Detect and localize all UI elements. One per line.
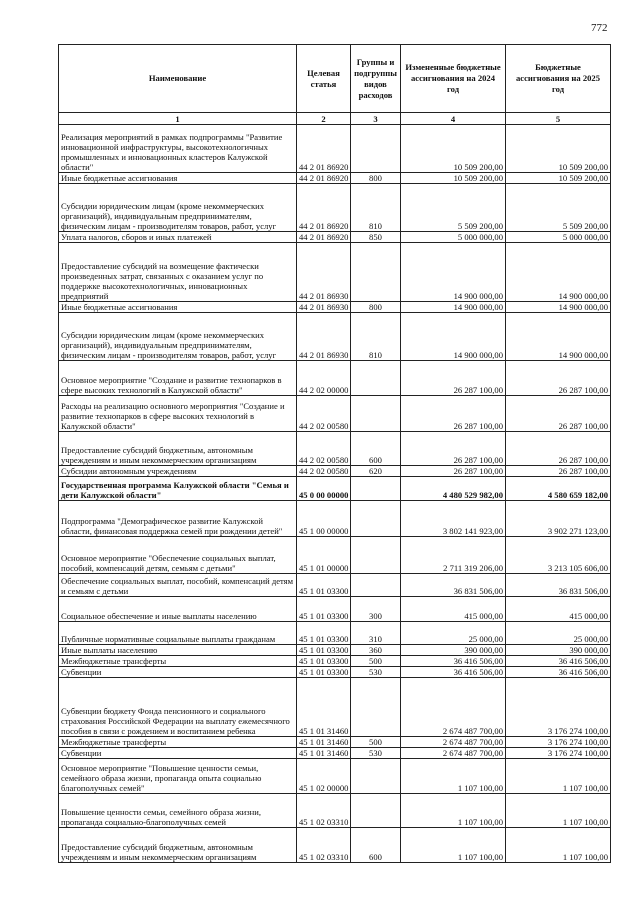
table-row (59, 667, 611, 678)
header-2025: Бюджетные ассигнования на 2025 год (506, 45, 611, 113)
row-name-cell: Предоставление субсидий бюджетным, автономным учреждениям и иным некоммерческим организациям (59, 828, 297, 863)
row-expense-group-cell: 810 (351, 184, 401, 232)
row-amount-2024-cell: 26 287 100,00 (401, 361, 506, 396)
column-number: 4 (401, 113, 506, 125)
header-target-article: Целевая статья (297, 45, 351, 113)
row-target-code-cell: 45 1 01 31460 (297, 748, 351, 759)
table-row (59, 313, 611, 361)
row-amount-2024-cell: 14 900 000,00 (401, 243, 506, 302)
table-row (59, 361, 611, 396)
budget-table (58, 44, 611, 863)
row-amount-2025-cell: 26 287 100,00 (506, 466, 611, 477)
table-row (59, 794, 611, 828)
row-target-code-cell: 45 1 01 03300 (297, 597, 351, 622)
row-expense-group-cell (351, 574, 401, 597)
row-amount-2024-cell: 1 107 100,00 (401, 759, 506, 794)
table-row (59, 302, 611, 313)
row-amount-2025-cell: 1 107 100,00 (506, 759, 611, 794)
row-amount-2025-cell: 25 000,00 (506, 622, 611, 645)
row-amount-2025-cell: 4 580 659 182,00 (506, 477, 611, 501)
row-amount-2024-cell: 26 287 100,00 (401, 466, 506, 477)
row-amount-2025-cell: 26 287 100,00 (506, 361, 611, 396)
row-amount-2024-cell: 415 000,00 (401, 597, 506, 622)
column-number-row (59, 113, 611, 125)
row-amount-2025-cell: 1 107 100,00 (506, 828, 611, 863)
row-name-cell: Субсидии автономным учреждениям (59, 466, 297, 477)
row-target-code-cell: 45 0 00 00000 (297, 477, 351, 501)
row-name-cell: Иные выплаты населению (59, 645, 297, 656)
row-amount-2024-cell: 14 900 000,00 (401, 302, 506, 313)
row-name-cell: Иные бюджетные ассигнования (59, 173, 297, 184)
header-name: Наименование (59, 45, 297, 113)
row-expense-group-cell: 530 (351, 667, 401, 678)
row-amount-2024-cell: 25 000,00 (401, 622, 506, 645)
row-amount-2025-cell: 3 902 271 123,00 (506, 501, 611, 537)
table-row (59, 737, 611, 748)
table-row (59, 477, 611, 501)
table-row (59, 748, 611, 759)
table-row (59, 501, 611, 537)
row-target-code-cell: 45 1 02 03310 (297, 794, 351, 828)
table-row (59, 645, 611, 656)
row-amount-2025-cell: 5 509 200,00 (506, 184, 611, 232)
row-expense-group-cell: 300 (351, 597, 401, 622)
row-expense-group-cell: 810 (351, 313, 401, 361)
row-target-code-cell: 45 1 00 00000 (297, 501, 351, 537)
row-name-cell: Реализация мероприятий в рамках подпрограммы "Развитие инновационной инфраструктуры, высокотехнологичных промышленных и инновационных кластеров Калужской области" (59, 125, 297, 173)
row-amount-2025-cell: 36 416 506,00 (506, 656, 611, 667)
row-name-cell: Предоставление субсидий бюджетным, автономным учреждениям и иным некоммерческим организациям (59, 432, 297, 466)
row-name-cell: Повышение ценности семьи, семейного образа жизни, пропаганда социально-благополучных семей (59, 794, 297, 828)
table-row (59, 243, 611, 302)
row-name-cell: Субвенции (59, 748, 297, 759)
row-target-code-cell: 44 2 01 86930 (297, 243, 351, 302)
row-amount-2024-cell: 390 000,00 (401, 645, 506, 656)
row-amount-2025-cell: 14 900 000,00 (506, 313, 611, 361)
row-target-code-cell: 44 2 02 00580 (297, 466, 351, 477)
row-amount-2025-cell: 390 000,00 (506, 645, 611, 656)
row-expense-group-cell: 600 (351, 432, 401, 466)
row-target-code-cell: 45 1 01 31460 (297, 737, 351, 748)
row-amount-2024-cell: 14 900 000,00 (401, 313, 506, 361)
header-row (59, 45, 611, 113)
row-expense-group-cell (351, 125, 401, 173)
row-expense-group-cell: 530 (351, 748, 401, 759)
row-amount-2025-cell: 3 176 274 100,00 (506, 737, 611, 748)
table-row (59, 466, 611, 477)
row-amount-2025-cell: 3 176 274 100,00 (506, 678, 611, 737)
table-body (59, 125, 611, 863)
row-expense-group-cell (351, 243, 401, 302)
row-expense-group-cell (351, 678, 401, 737)
row-amount-2024-cell: 36 416 506,00 (401, 667, 506, 678)
row-amount-2024-cell: 1 107 100,00 (401, 828, 506, 863)
row-amount-2024-cell: 26 287 100,00 (401, 432, 506, 466)
column-number: 1 (59, 113, 297, 125)
row-name-cell: Обеспечение социальных выплат, пособий, компенсаций детям и семьям с детьми (59, 574, 297, 597)
row-target-code-cell: 44 2 01 86920 (297, 173, 351, 184)
column-number: 5 (506, 113, 611, 125)
table-row (59, 597, 611, 622)
row-name-cell: Публичные нормативные социальные выплаты гражданам (59, 622, 297, 645)
row-name-cell: Уплата налогов, сборов и иных платежей (59, 232, 297, 243)
row-amount-2025-cell: 26 287 100,00 (506, 432, 611, 466)
table-row (59, 622, 611, 645)
row-target-code-cell: 44 2 01 86930 (297, 313, 351, 361)
row-target-code-cell: 44 2 01 86930 (297, 302, 351, 313)
row-amount-2025-cell: 14 900 000,00 (506, 302, 611, 313)
row-target-code-cell: 45 1 01 03300 (297, 667, 351, 678)
row-name-cell: Социальное обеспечение и иные выплаты населению (59, 597, 297, 622)
row-target-code-cell: 44 2 02 00000 (297, 361, 351, 396)
row-amount-2024-cell: 2 674 487 700,00 (401, 748, 506, 759)
row-amount-2025-cell: 5 000 000,00 (506, 232, 611, 243)
row-amount-2025-cell: 10 509 200,00 (506, 173, 611, 184)
row-amount-2025-cell: 14 900 000,00 (506, 243, 611, 302)
row-expense-group-cell: 620 (351, 466, 401, 477)
row-target-code-cell: 45 1 01 03300 (297, 574, 351, 597)
table-row (59, 656, 611, 667)
row-amount-2025-cell: 26 287 100,00 (506, 396, 611, 432)
table-row (59, 678, 611, 737)
row-amount-2025-cell: 415 000,00 (506, 597, 611, 622)
row-amount-2024-cell: 10 509 200,00 (401, 125, 506, 173)
row-target-code-cell: 44 2 01 86920 (297, 232, 351, 243)
row-target-code-cell: 44 2 02 00580 (297, 396, 351, 432)
row-expense-group-cell: 500 (351, 737, 401, 748)
table-row (59, 759, 611, 794)
table-row (59, 828, 611, 863)
row-name-cell: Предоставление субсидий на возмещение фактически произведенных затрат, связанных с оказанием услуг по поддержке высокотехнологичных, инновационных предприятий (59, 243, 297, 302)
row-expense-group-cell: 310 (351, 622, 401, 645)
row-expense-group-cell (351, 759, 401, 794)
header-expense-groups: Группы и подгруппы видов расходов (351, 45, 401, 113)
row-target-code-cell: 44 2 01 86920 (297, 184, 351, 232)
row-expense-group-cell: 800 (351, 302, 401, 313)
row-expense-group-cell: 360 (351, 645, 401, 656)
row-amount-2024-cell: 2 674 487 700,00 (401, 678, 506, 737)
row-target-code-cell: 44 2 01 86920 (297, 125, 351, 173)
column-number: 3 (351, 113, 401, 125)
table-row (59, 232, 611, 243)
row-expense-group-cell: 850 (351, 232, 401, 243)
row-amount-2025-cell: 10 509 200,00 (506, 125, 611, 173)
row-target-code-cell: 45 1 01 03300 (297, 645, 351, 656)
row-target-code-cell: 45 1 01 03300 (297, 622, 351, 645)
row-target-code-cell: 44 2 02 00580 (297, 432, 351, 466)
row-name-cell: Расходы на реализацию основного мероприятия "Создание и развитие технопарков в сфере высоких технологий в Калужской области" (59, 396, 297, 432)
table-row (59, 184, 611, 232)
row-expense-group-cell (351, 396, 401, 432)
row-name-cell: Иные бюджетные ассигнования (59, 302, 297, 313)
table-row (59, 432, 611, 466)
row-target-code-cell: 45 1 01 00000 (297, 537, 351, 574)
row-name-cell: Субсидии юридическим лицам (кроме некоммерческих организаций), индивидуальным предпринимателям, физическим лицам - производителям товаров, работ, услуг (59, 184, 297, 232)
row-target-code-cell: 45 1 01 03300 (297, 656, 351, 667)
row-name-cell: Субвенции бюджету Фонда пенсионного и социального страхования Российской Федерации на выплату ежемесячного пособия в связи с рождением и воспитанием ребенка (59, 678, 297, 737)
row-amount-2025-cell: 36 831 506,00 (506, 574, 611, 597)
row-name-cell: Основное мероприятие "Повышение ценности семьи, семейного образа жизни, пропаганда опыта социально благополучных семей" (59, 759, 297, 794)
row-amount-2024-cell: 26 287 100,00 (401, 396, 506, 432)
row-name-cell: Субсидии юридическим лицам (кроме некоммерческих организаций), индивидуальным предпринимателям, физическим лицам - производителям товаров, работ, услуг (59, 313, 297, 361)
row-amount-2024-cell: 5 509 200,00 (401, 184, 506, 232)
row-name-cell: Межбюджетные трансферты (59, 656, 297, 667)
row-amount-2025-cell: 3 176 274 100,00 (506, 748, 611, 759)
row-name-cell: Подпрограмма "Демографическое развитие Калужской области, финансовая поддержка семей при рождении детей" (59, 501, 297, 537)
row-amount-2024-cell: 2 674 487 700,00 (401, 737, 506, 748)
table-row (59, 125, 611, 173)
row-expense-group-cell (351, 794, 401, 828)
row-expense-group-cell (351, 477, 401, 501)
row-amount-2024-cell: 36 831 506,00 (401, 574, 506, 597)
row-name-cell: Основное мероприятие "Создание и развитие технопарков в сфере высоких технологий в Калужской области" (59, 361, 297, 396)
row-amount-2024-cell: 36 416 506,00 (401, 656, 506, 667)
header-2024: Измененные бюджетные ассигнования на 2024 год (401, 45, 506, 113)
row-amount-2025-cell: 1 107 100,00 (506, 794, 611, 828)
row-amount-2024-cell: 1 107 100,00 (401, 794, 506, 828)
row-amount-2025-cell: 36 416 506,00 (506, 667, 611, 678)
row-name-cell: Государственная программа Калужской области "Семья и дети Калужской области" (59, 477, 297, 501)
row-amount-2024-cell: 4 480 529 982,00 (401, 477, 506, 501)
table-row (59, 396, 611, 432)
row-target-code-cell: 45 1 02 03310 (297, 828, 351, 863)
row-amount-2024-cell: 10 509 200,00 (401, 173, 506, 184)
row-amount-2024-cell: 3 802 141 923,00 (401, 501, 506, 537)
row-expense-group-cell: 800 (351, 173, 401, 184)
page-number: 772 (591, 22, 608, 34)
table-row (59, 574, 611, 597)
row-expense-group-cell (351, 361, 401, 396)
row-target-code-cell: 45 1 02 00000 (297, 759, 351, 794)
column-number: 2 (297, 113, 351, 125)
row-expense-group-cell: 500 (351, 656, 401, 667)
row-name-cell: Основное мероприятие "Обеспечение социальных выплат, пособий, компенсаций детям, семьям с детьми" (59, 537, 297, 574)
row-amount-2024-cell: 2 711 319 206,00 (401, 537, 506, 574)
row-expense-group-cell (351, 537, 401, 574)
row-name-cell: Межбюджетные трансферты (59, 737, 297, 748)
table-row (59, 173, 611, 184)
row-target-code-cell: 45 1 01 31460 (297, 678, 351, 737)
row-amount-2024-cell: 5 000 000,00 (401, 232, 506, 243)
row-amount-2025-cell: 3 213 105 606,00 (506, 537, 611, 574)
table-row (59, 537, 611, 574)
row-name-cell: Субвенции (59, 667, 297, 678)
row-expense-group-cell: 600 (351, 828, 401, 863)
row-expense-group-cell (351, 501, 401, 537)
